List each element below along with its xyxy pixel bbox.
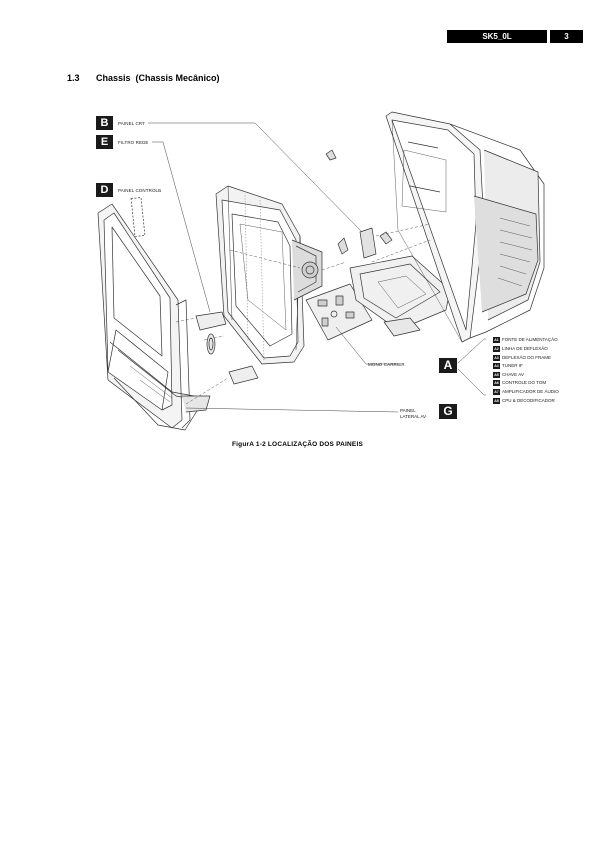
sub-panel-label: LINHA DE DEFLEXÃO bbox=[502, 346, 548, 352]
panel-a-marker: A bbox=[439, 358, 457, 373]
sub-panel-item bbox=[493, 383, 559, 395]
crt-frame-drawing bbox=[216, 186, 322, 364]
sub-panel-label: TUNER IF bbox=[502, 363, 523, 369]
sub-panel-code: A1 bbox=[494, 337, 499, 342]
figure-caption: FigurA 1-2 LOCALIZAÇÃO DOS PAINEIS bbox=[231, 441, 364, 448]
sub-panel-item bbox=[493, 357, 523, 369]
front-cabinet-drawing bbox=[98, 204, 210, 430]
bottom-tray-drawing bbox=[350, 256, 450, 336]
sub-panel-code: A3 bbox=[494, 355, 499, 360]
sub-panel-code: A4 bbox=[494, 363, 499, 368]
panel-b-marker: B bbox=[96, 116, 113, 130]
leader-line-lateral-av bbox=[186, 408, 398, 412]
sub-panel-item bbox=[493, 331, 558, 343]
panel-crt-label: PAINEL CRT bbox=[118, 121, 145, 126]
section-title: Chassis (Chassis Mecânico) bbox=[96, 73, 220, 83]
panel-e-marker: E bbox=[96, 135, 113, 149]
page-number: 3 bbox=[550, 30, 583, 43]
filter-label: FILTRO REDE bbox=[118, 140, 149, 145]
sub-panel-bracket bbox=[458, 339, 486, 395]
sub-panel-label: AMPLIFICADOR DE ÁUDIO bbox=[502, 389, 559, 395]
mono-carrier-label: MONO CARRIER bbox=[368, 362, 405, 367]
sub-panel-item bbox=[493, 349, 552, 361]
sub-panel-label: CHAVE AV bbox=[502, 372, 524, 378]
lateral-av-label-line2: LATERAL AV bbox=[400, 414, 427, 419]
sub-panel-label: FONTE DE ALIMENTAÇÃO bbox=[502, 337, 558, 343]
sub-panel-code: A6 bbox=[494, 380, 499, 385]
sub-panel-item bbox=[493, 340, 548, 352]
sub-panel-item bbox=[493, 374, 547, 386]
panel-d-marker: D bbox=[96, 183, 113, 197]
sub-panel-label: CONTROLE DO TOM bbox=[502, 380, 547, 386]
sub-panel-code: A2 bbox=[494, 346, 499, 351]
lateral-av-label bbox=[400, 408, 426, 420]
sub-panel-code: A8 bbox=[494, 398, 499, 403]
panel-g-marker: G bbox=[439, 404, 457, 419]
sub-panel-code: A5 bbox=[494, 372, 499, 377]
section-number: 1.3 bbox=[67, 73, 80, 83]
model-badge: SK5_0L bbox=[447, 30, 547, 43]
sub-panel-code: A7 bbox=[494, 389, 499, 394]
sub-panel-label: DEFLEXÃO DO FRAME bbox=[502, 355, 552, 361]
sub-panel-label: CPU & DECODIFICADOR bbox=[502, 398, 555, 404]
leader-line-mono-carrier bbox=[336, 327, 398, 364]
sub-panel-item bbox=[493, 392, 555, 404]
control-panel-label: PAINEL CONTROLE bbox=[118, 188, 162, 193]
sub-panel-item bbox=[493, 366, 524, 378]
lateral-av-label-line1: PAINEL bbox=[400, 408, 416, 413]
